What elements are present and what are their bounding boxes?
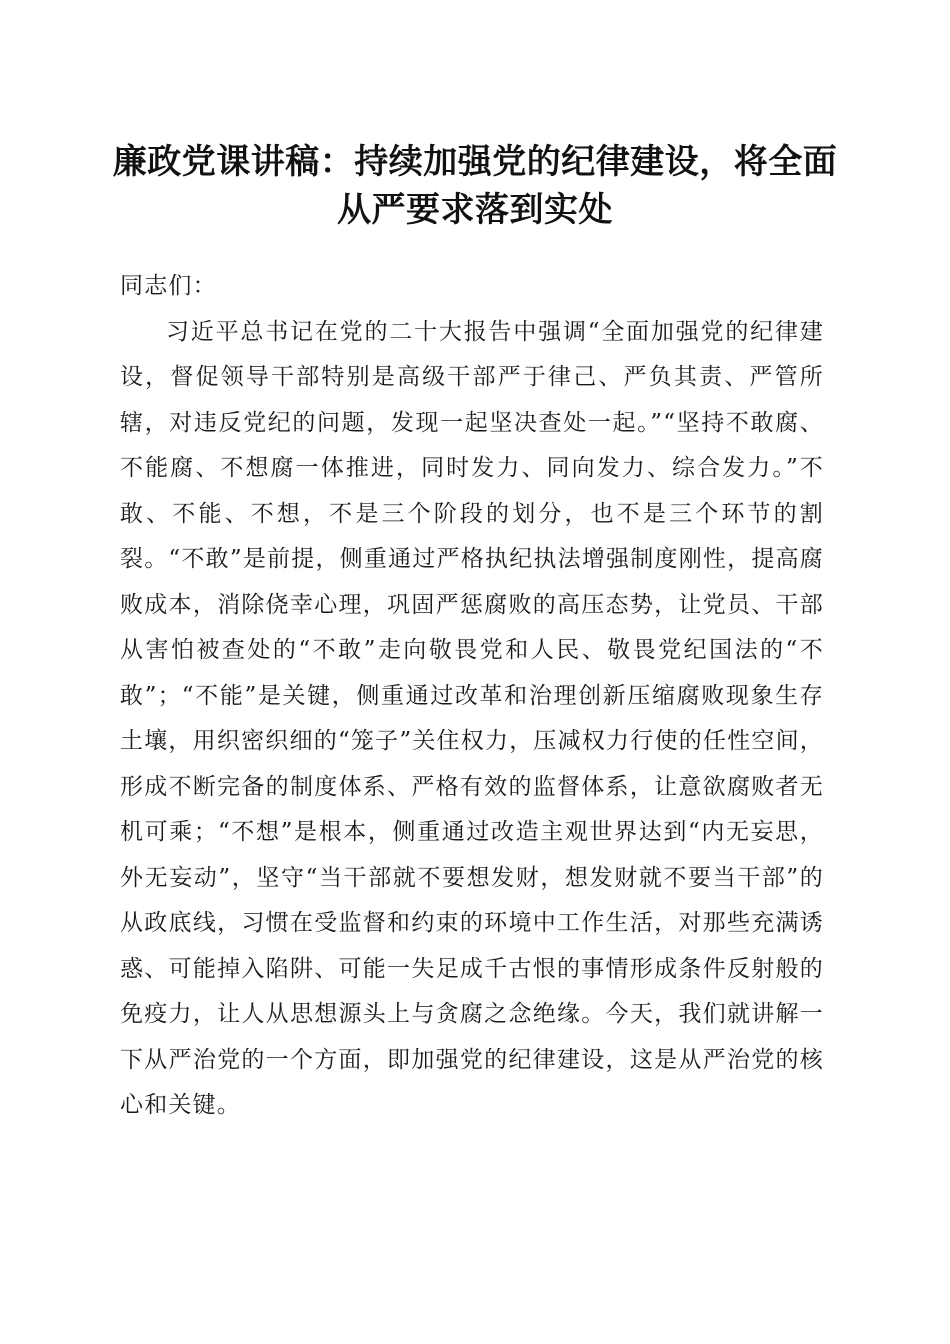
document-title: 廉政党课讲稿：持续加强党的纪律建设，将全面从严要求落到实处 (112, 142, 838, 230)
greeting-line: 同志们： (120, 273, 217, 299)
document-body (120, 264, 824, 1129)
body-paragraph: 习近平总书记在党的二十大报告中强调“全面加强党的纪律建设，督促领导干部特别是高级干部严于律己、严负其责、严管所辖，对违反党纪的问题，发现一起坚决查处一起。”“坚持不敢腐、不能腐、不想腐一体推进，同时发力、同向发力、综合发力。”不敢、不能、不想，不是三个阶段的划分，也不是三个环节的割裂。“不敢”是前提，侧重通过严格执纪执法增强制度刚性，提高腐败成本，消除侥幸心理，巩固严惩腐败的高压态势，让党员、干部从害怕被查处的“不敢”走向敬畏党和人民、敬畏党纪国法的“不敢”；“不能”是关键，侧重通过改革和治理创新压缩腐败现象生存土壤，用织密织细的“笼子”关住权力，压减权力行使的任性空间，形成不断完备的制度体系、严格有效的监督体系，让意欲腐败者无机可乘；“不想”是根本，侧重通过改造主观世界达到“内无妄思，外无妄动”，坚守“当干部就不要想发财，想发财就不要当干部”的从政底线，习惯在受监督和约束的环境中工作生活，对那些充满诱惑、可能掉入陷阱、可能一失足成千古恨的事情形成条件反射般的免疫力，让人从思想源头上与贪腐之念绝缘。今天，我们就讲解一下从严治党的一个方面，即加强党的纪律建设，这是从严治党的核心和关键。 (120, 318, 824, 1118)
